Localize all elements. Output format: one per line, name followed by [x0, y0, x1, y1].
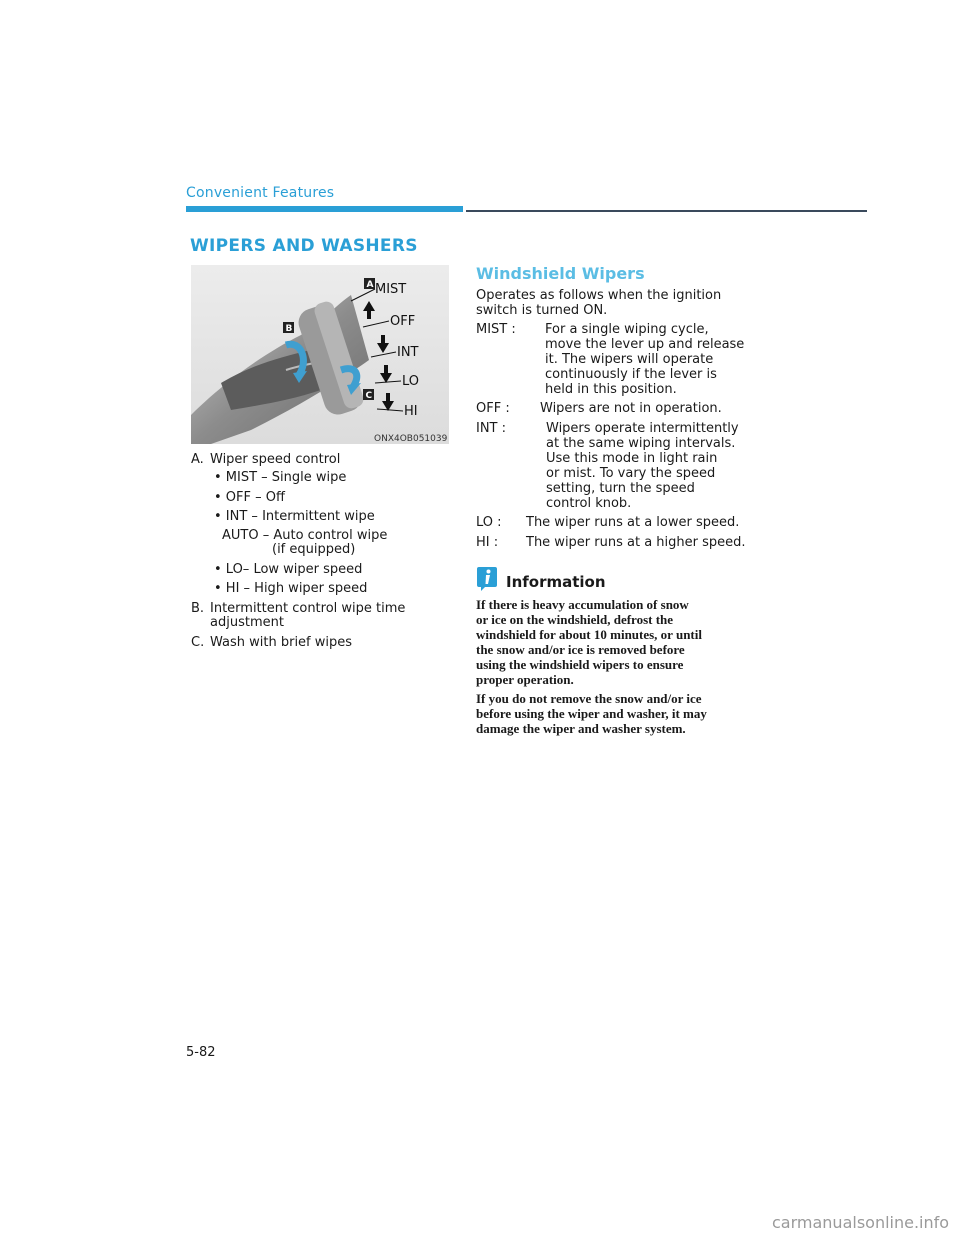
page-title: WIPERS AND WASHERS — [190, 236, 418, 256]
lo-description: The wiper runs at a lower speed. — [526, 515, 740, 530]
list-marker-c: C. — [191, 635, 205, 650]
off-description: Wipers are not in operation. — [540, 401, 722, 416]
info-p1-line-5: using the windshield wipers to ensure — [476, 657, 684, 672]
figure-label-hi: HI — [404, 404, 418, 419]
mist-line-3: it. The wipers will operate — [545, 352, 714, 367]
mode-key-hi: HI : — [476, 535, 499, 550]
wiper-lever-figure — [191, 265, 449, 444]
mist-line-1: For a single wiping cycle, — [545, 322, 709, 337]
mist-line-5: held in this position. — [545, 382, 677, 397]
wiper-lever-illustration — [191, 265, 449, 444]
figure-label-c: C — [365, 391, 373, 401]
bullet-int: • INT – Intermittent wipe — [214, 509, 375, 524]
figure-code: ONX4OB051039 — [374, 434, 448, 444]
list-item-b-1: Intermittent control wipe time — [210, 601, 406, 616]
list-marker-a: A. — [191, 452, 204, 467]
bullet-lo: • LO– Low wiper speed — [214, 562, 363, 577]
watermark: carmanualsonline.info — [772, 1213, 950, 1232]
page-number: 5-82 — [186, 1045, 216, 1060]
mode-key-int: INT : — [476, 421, 507, 436]
mist-line-2: move the lever up and release — [545, 337, 745, 352]
list-marker-b: B. — [191, 601, 205, 616]
hi-description: The wiper runs at a higher speed. — [526, 535, 746, 550]
auto-line-2: (if equipped) — [272, 542, 356, 557]
windshield-wipers-heading: Windshield Wipers — [476, 264, 645, 283]
bullet-off: • OFF – Off — [214, 490, 285, 505]
section-label: Convenient Features — [186, 185, 335, 201]
info-p2-line-2: before using the wiper and washer, it may — [476, 706, 707, 721]
information-heading: Information — [506, 573, 606, 591]
info-p1-line-3: windshield for about 10 minutes, or until — [476, 627, 702, 642]
int-line-6: control knob. — [546, 496, 632, 511]
figure-label-mist: MIST — [375, 282, 407, 297]
info-icon — [476, 566, 498, 592]
figure-label-off: OFF — [390, 314, 416, 329]
bullet-mist: • MIST – Single wipe — [214, 470, 347, 485]
int-line-2: at the same wiping intervals. — [546, 436, 736, 451]
mode-key-off: OFF : — [476, 401, 510, 416]
info-p1-line-2: or ice on the windshield, defrost the — [476, 612, 674, 627]
mode-key-lo: LO : — [476, 515, 502, 530]
info-p2-line-1: If you do not remove the snow and/or ice — [476, 691, 702, 706]
int-line-1: Wipers operate intermittently — [546, 421, 739, 436]
list-item-a: Wiper speed control — [210, 452, 341, 467]
intro-line-1: Operates as follows when the ignition — [476, 288, 722, 303]
figure-label-a: A — [366, 280, 374, 290]
int-line-5: setting, turn the speed — [546, 481, 695, 496]
info-p1-line-6: proper operation. — [476, 672, 574, 687]
figure-label-lo: LO — [402, 374, 420, 389]
intro-line-2: switch is turned ON. — [476, 303, 608, 318]
list-item-c: Wash with brief wipes — [210, 635, 353, 650]
info-p1-line-1: If there is heavy accumulation of snow — [476, 597, 689, 612]
mist-line-4: continuously if the lever is — [545, 367, 717, 382]
int-line-4: or mist. To vary the speed — [546, 466, 716, 481]
list-item-b-2: adjustment — [210, 615, 284, 630]
header-rule-accent — [186, 206, 463, 212]
figure-label-b: B — [285, 324, 293, 334]
figure-label-int: INT — [397, 345, 419, 360]
mode-key-mist: MIST : — [476, 322, 516, 337]
info-p2-line-3: damage the wiper and washer system. — [476, 721, 686, 736]
auto-line-1: AUTO – Auto control wipe — [222, 528, 388, 543]
bullet-hi: • HI – High wiper speed — [214, 581, 368, 596]
int-line-3: Use this mode in light rain — [546, 451, 718, 466]
header-rule-dark — [466, 210, 867, 212]
info-p1-line-4: the snow and/or ice is removed before — [476, 642, 685, 657]
